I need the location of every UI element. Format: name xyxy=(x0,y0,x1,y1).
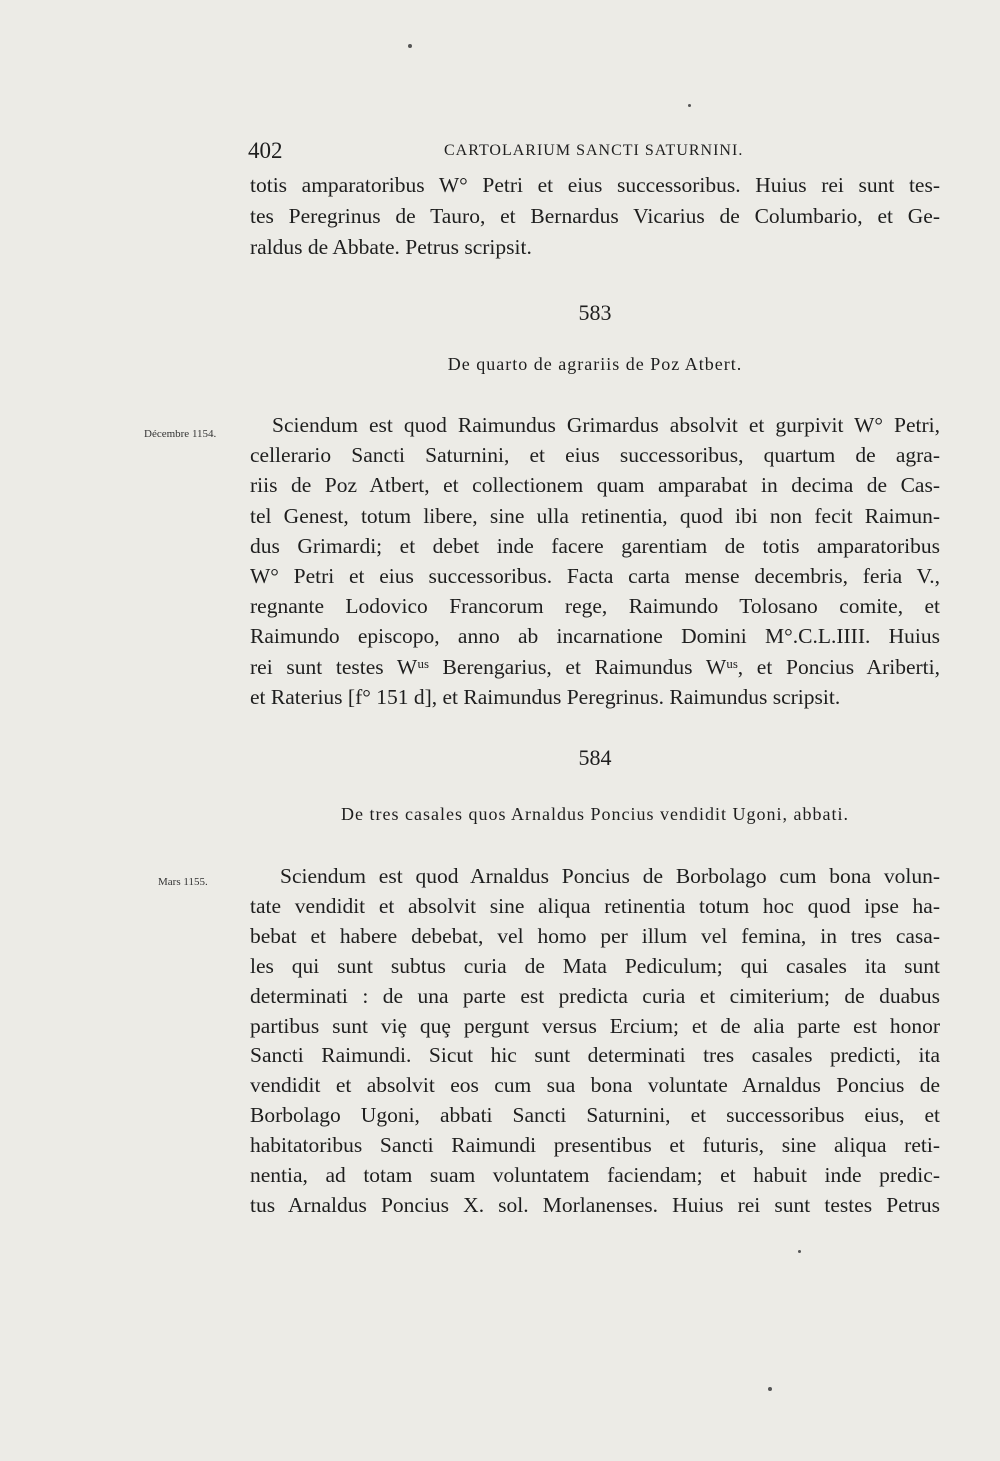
opening-paragraph xyxy=(250,170,940,263)
text-line: Sciendum est quod Raimundus Grimardus absolvit et gurpivit W° Petri, xyxy=(272,413,940,437)
text-line: regnante Lodovico Francorum rege, Raimundo Tolosano comite, et xyxy=(250,594,940,619)
text-line: tus Arnaldus Poncius X. sol. Morlanenses. Huius rei sunt testes Petrus xyxy=(250,1192,940,1217)
text-line: cellerario Sancti Saturnini, et eius successoribus, quartum de agra- xyxy=(250,443,940,468)
text-line: tes Peregrinus de Tauro, et Bernardus Vicarius de Columbario, et Ge- xyxy=(250,204,940,228)
text-line: determinati : de una parte est predicta curia et cimiterium; de duabus xyxy=(250,983,940,1008)
date-note: Décembre 1154. xyxy=(144,428,217,440)
page-number: 402 xyxy=(248,138,283,163)
text-line: W° Petri et eius successoribus. Facta carta mense decembris, feria V., xyxy=(250,564,940,589)
running-title: CARTOLARIUM SANCTI SATURNINI. xyxy=(444,142,744,159)
print-speck xyxy=(798,1250,801,1253)
print-speck xyxy=(688,104,691,107)
text-line: raldus de Abbate. Petrus scripsit. xyxy=(250,235,532,259)
text-line: vendidit et absolvit eos cum sua bona voluntate Arnaldus Poncius de xyxy=(250,1073,940,1098)
text-line: habitatoribus Sancti Raimundi presentibus et futuris, sine aliqua reti- xyxy=(250,1133,940,1158)
text-line: partibus sunt viȩ quȩ pergunt versus Ercium; et de alia parte est honor xyxy=(250,1013,940,1038)
text-line: nentia, ad totam suam voluntatem faciendam; et habuit inde predic- xyxy=(250,1163,940,1188)
date-note: Mars 1155. xyxy=(158,876,208,888)
text-line: et Raterius [f° 151 d], et Raimundus Peregrinus. Raimundus scripsit. xyxy=(250,684,841,709)
charter-number: 584 xyxy=(578,745,612,770)
text-line: tate vendidit et absolvit sine aliqua retinentia totum hoc quod ipse ha- xyxy=(250,893,940,918)
charter-title: De quarto de agrariis de Poz Atbert. xyxy=(447,354,743,374)
charter-number: 583 xyxy=(578,300,612,325)
text-line: Sciendum est quod Arnaldus Poncius de Borbolago cum bona volun- xyxy=(280,864,940,888)
text-line: dus Grimardi; et debet inde facere garentiam de totis amparatoribus xyxy=(250,533,940,558)
text-line: tel Genest, totum libere, sine ulla retinentia, quod ibi non fecit Raimun- xyxy=(250,503,940,528)
text-line: Borbolago Ugoni, abbati Sancti Saturnini, et successoribus eius, et xyxy=(250,1103,940,1128)
running-head xyxy=(248,138,940,168)
text-line: totis amparatoribus W° Petri et eius successoribus. Huius rei sunt tes- xyxy=(250,173,940,197)
text-line: les qui sunt subtus curia de Mata Pediculum; qui casales ita sunt xyxy=(250,953,940,978)
text-line: Raimundo episcopo, anno ab incarnatione Domini M°.C.L.IIII. Huius xyxy=(250,624,940,649)
text-line: riis de Poz Atbert, et collectionem quam amparabat in decima de Cas- xyxy=(250,473,940,498)
charter-title: De tres casales quos Arnaldus Poncius vendidit Ugoni, abbati. xyxy=(341,804,849,824)
print-speck xyxy=(768,1387,772,1391)
print-speck xyxy=(408,44,412,48)
text-line: bebat et habere debebat, vel homo per illum vel femina, in tres casa- xyxy=(250,923,940,948)
text-line: Sancti Raimundi. Sicut hic sunt determinati tres casales predicti, ita xyxy=(250,1043,940,1068)
text-line: rei sunt testes Wᵘˢ Berengarius, et Raimundus Wᵘˢ, et Poncius Ariberti, xyxy=(250,654,940,679)
charter-584-text xyxy=(250,862,940,1221)
charter-583-text xyxy=(250,410,940,712)
